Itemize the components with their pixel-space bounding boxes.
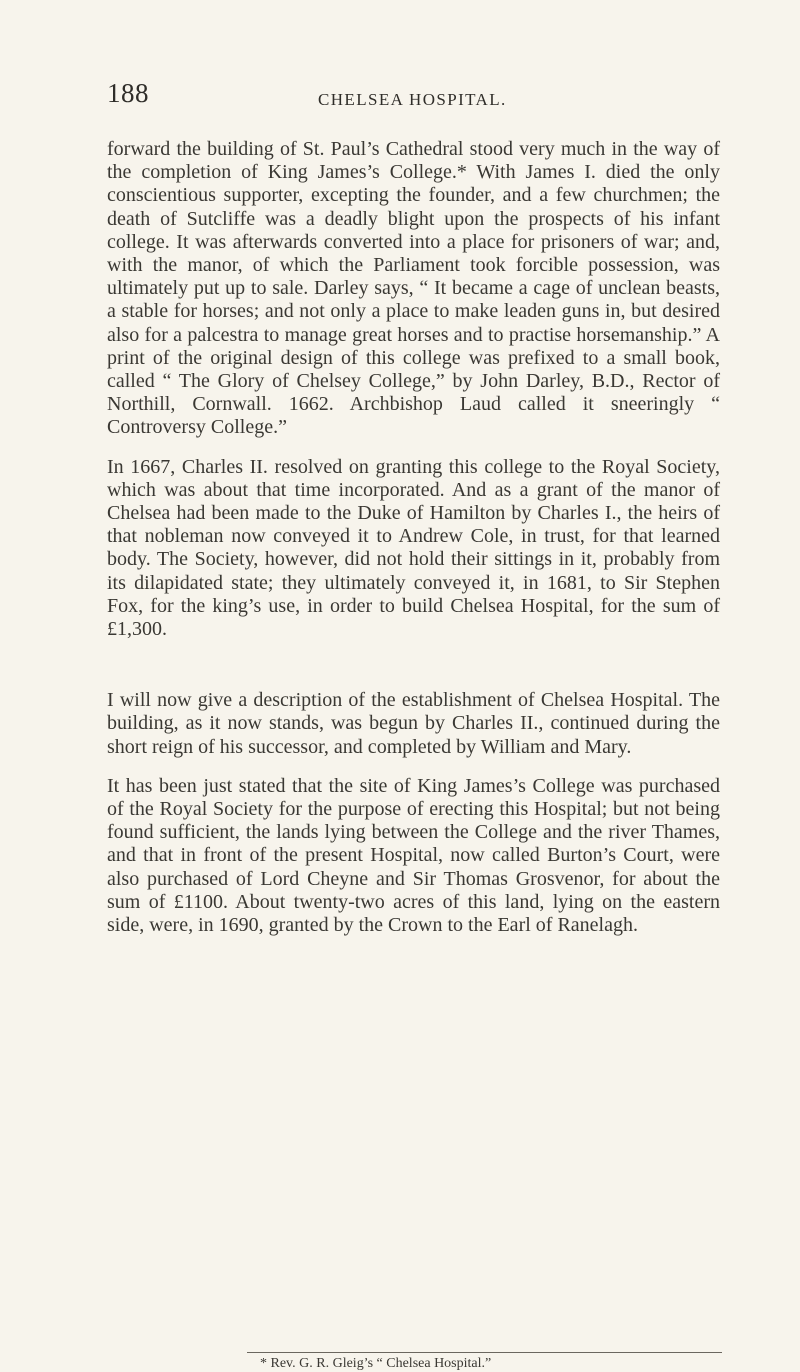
page-number: 188 bbox=[107, 78, 149, 108]
footnote: * Rev. G. R. Gleig’s “ Chelsea Hospital.” bbox=[260, 1356, 492, 1371]
footnote-divider bbox=[247, 1352, 722, 1353]
body-text bbox=[107, 138, 720, 937]
paragraph-2: In 1667, Charles II. resolved on granting this college to the Royal Society, which was about that time incorporated. And as a grant of the manor of Chelsea had been made to the Duke of Hamilton by Charles I., the heirs of that nobleman now conveyed it to Andrew Cole, in trust, for that learned body. The Society, however, did not hold their sittings in it, probably from its dilapidated state; they ultimately conveyed it, in 1681, to Sir Stephen Fox, for the king’s use, in order to build Chelsea Hospital, for the sum of £1,300. bbox=[107, 455, 720, 641]
paragraph-4: It has been just stated that the site of King James’s College was purchased of the Royal Society for the purpose of erecting this Hospital; but not being found sufficient, the lands lying between the College and the river Thames, and that in front of the present Hospital, now called Burton’s Court, were also purchased of Lord Cheyne and Sir Thomas Grosvenor, for about the sum of £1100. About twenty-two acres of this land, lying on the eastern side, were, in 1690, granted by the Crown to the Earl of Ranelagh. bbox=[107, 774, 720, 937]
paragraph-3: I will now give a description of the establishment of Chelsea Hospital. The building, as it now stands, was begun by Charles II., continued during the short reign of his successor, and completed by William and Mary. bbox=[107, 689, 720, 758]
paragraph-1: forward the building of St. Paul’s Cathedral stood very much in the way of the completion of King James’s College.* With James I. died the only conscientious supporter, excepting the founder, and a few churchmen; the death of Sutcliffe was a deadly blight upon the prospects of his infant college. It was afterwards converted into a place for prisoners of war; and, with the manor, of which the Parliament took forcible possession, was ultimately put up to sale. Darley says, “ It became a cage of unclean beasts, a stable for horses; and not only a place to make leaden guns in, but desired also for a palcestra to manage great horses and to practise horsemanship.” A print of the original design of this college was prefixed to a small book, called “ The Glory of Chelsey College,” by John Darley, B.D., Rector of Northill, Cornwall. 1662. Archbishop Laud called it sneeringly “ Controversy College.” bbox=[107, 138, 720, 439]
running-head: CHELSEA HOSPITAL. bbox=[318, 90, 507, 109]
